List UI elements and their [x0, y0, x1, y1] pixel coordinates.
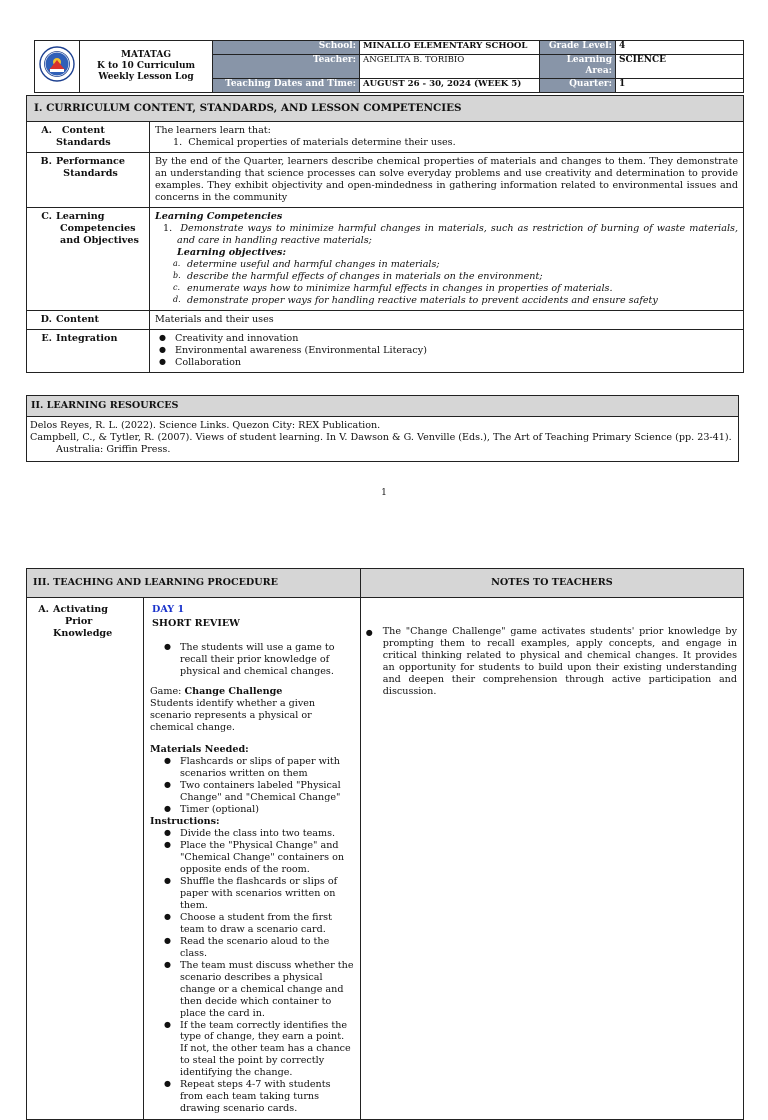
label-line: Learning: [56, 210, 105, 222]
game-title-line: [150, 686, 354, 698]
game-prefix: Game:: [150, 685, 185, 697]
materials-heading: Materials Needed:: [150, 743, 249, 755]
label-line: and Objectives: [60, 234, 139, 246]
activating-prior-knowledge-label: [27, 598, 144, 1120]
material-item: ● Timer (optional): [164, 804, 354, 816]
bullet-icon: ●: [365, 628, 373, 637]
resources-list: [27, 416, 739, 461]
competencies-heading: Learning Competencies: [155, 210, 283, 222]
notes-to-teachers-title: NOTES TO TEACHERS: [360, 569, 743, 598]
competency-number: 1.: [163, 222, 173, 234]
label-line: Prior: [65, 615, 93, 627]
item-text: Chemical properties of materials determine their uses.: [188, 136, 456, 148]
learning-area-value: SCIENCE: [616, 55, 744, 79]
objectives-list: [175, 259, 738, 307]
quarter-label: Quarter:: [540, 78, 616, 92]
teacher-note: The "Change Challenge" game activates students' prior knowledge by prompting them to recall examples, apply concepts, and engage in critical thinking related to physical and chemical changes. It provides an opportunity for students to build upon their existing understanding and deepen their comprehension through active participation and discussion.: [382, 626, 737, 697]
reference-item: Campbell, C., & Tytler, R. (2007). Views of student learning. In V. Dawson & G. Venville (Eds.), The Art of Teaching Primary Science (pp. 23-41). Australia: Griffin Press.: [30, 431, 732, 455]
learning-competencies-label: [27, 207, 150, 310]
reference-item: Delos Reyes, R. L. (2022). Science Links. Quezon City: REX Publication.: [30, 419, 381, 431]
label-line: Content: [61, 125, 105, 136]
objective-text: describe the harmful effects of changes in materials on the environment;: [187, 270, 543, 282]
objective-text: determine useful and harmful changes in materials;: [187, 258, 440, 270]
intro-bullet: ● The students will use a game to recall their prior knowledge of physical and chemical changes.: [164, 642, 354, 678]
integration-value: [150, 329, 744, 372]
learning-competencies-value: [150, 207, 744, 310]
instruction-item: ● Repeat steps 4-7 with students from each team taking turns drawing scenario cards.: [164, 1079, 354, 1115]
page-number: 1: [381, 488, 387, 498]
teaching-dates-value: AUGUST 26 - 30, 2024 (WEEK 5): [360, 78, 540, 92]
school-value: MINALLO ELEMENTARY SCHOOL: [360, 41, 540, 55]
objectives-heading: Learning objectives:: [177, 246, 286, 258]
learning-resources-section: [26, 395, 739, 462]
objective-item: [175, 259, 738, 271]
instruction-item: ● Divide the class into two teams.: [164, 828, 354, 840]
instruction-item: ● Read the scenario aloud to the class.: [164, 936, 354, 960]
objective-mark: d.: [173, 294, 181, 304]
content-value: Materials and their uses: [150, 310, 744, 329]
section-3-title: III. TEACHING AND LEARNING PROCEDURE: [27, 569, 361, 598]
objective-mark: b.: [173, 270, 181, 280]
integration-item: ● Collaboration: [159, 357, 738, 369]
game-description: Students identify whether a given scenario represents a physical or chemical change.: [150, 697, 316, 733]
grade-level-label: Grade Level:: [540, 41, 616, 55]
row-letter: A.: [38, 604, 49, 615]
label-line: Content: [56, 313, 99, 325]
item-number: 1.: [173, 136, 183, 148]
instruction-item: ● Shuffle the flashcards or slips of paper with scenarios written on them.: [164, 876, 354, 912]
notes-to-teachers-content: [360, 598, 743, 1120]
title-line-3: Weekly Lesson Log: [98, 71, 194, 82]
performance-standards-value: By the end of the Quarter, learners describe chemical properties of materials and changes to them. They demonstrate an understanding that science processes can solve everyday problems and use creativity and determination to provide examples. They exhibit objectivity and open-mindedness in gathering information related to environmental issues and concerns in the community: [150, 152, 744, 207]
row-letter: E.: [41, 332, 52, 344]
deped-seal-cell: [35, 41, 80, 93]
materials-list: [164, 756, 354, 816]
grade-level-value: 4: [616, 41, 744, 55]
section-1-title: I. CURRICULUM CONTENT, STANDARDS, AND LESSON COMPETENCIES: [27, 96, 744, 122]
header-table: [34, 40, 744, 93]
curriculum-section: [26, 95, 744, 373]
objective-item: [175, 271, 738, 283]
content-standards-item: [155, 137, 738, 149]
instructions-list: [164, 828, 354, 1116]
content-standards-intro: The learners learn that:: [155, 125, 271, 136]
school-label: School:: [213, 41, 360, 55]
short-review-heading: SHORT REVIEW: [152, 617, 240, 629]
competency-item: [155, 223, 738, 247]
section-2-title: II. LEARNING RESOURCES: [27, 396, 739, 417]
label-line: Performance: [56, 155, 125, 167]
label-line: Integration: [56, 332, 118, 344]
deped-seal-icon: [39, 46, 75, 82]
instruction-item: ● Choose a student from the first team to draw a scenario card.: [164, 912, 354, 936]
label-line: Activating: [53, 604, 108, 615]
material-item: ● Two containers labeled "Physical Change" and "Chemical Change": [164, 780, 354, 804]
instruction-item: ● If the team correctly identifies the type of change, they earn a point. If not, the other team has a chance to steal the point by correctly identifying the change.: [164, 1020, 354, 1080]
label-line: Standards: [56, 136, 111, 148]
title-line-1: MATATAG: [120, 49, 172, 60]
objective-item: [175, 295, 738, 307]
teaching-dates-label: Teaching Dates and Time:: [213, 78, 360, 92]
teacher-value: ANGELITA B. TORIBIO: [360, 55, 540, 79]
instruction-item: ● Place the "Physical Change" and "Chemical Change" containers on opposite ends of the room.: [164, 840, 354, 876]
row-letter: B.: [40, 155, 52, 167]
integration-label: [27, 329, 150, 372]
row-letter: D.: [40, 313, 52, 325]
instruction-item: ● The team must discuss whether the scenario describes a physical change or a chemical change and then decide which container to place the card in.: [164, 960, 354, 1020]
objective-mark: c.: [173, 282, 181, 292]
row-letter: C.: [41, 210, 52, 222]
label-line: Standards: [63, 167, 118, 179]
lesson-log-title: [80, 41, 213, 93]
teacher-label: Teacher:: [213, 55, 360, 79]
content-label: [27, 310, 150, 329]
teaching-procedure-section: [26, 568, 744, 1120]
row-letter: A.: [41, 125, 52, 136]
activating-prior-knowledge-content: [144, 598, 361, 1120]
learning-area-label: Learning Area:: [540, 55, 616, 79]
material-item: ● Flashcards or slips of paper with scenarios written on them: [164, 756, 354, 780]
label-line: Knowledge: [53, 627, 113, 639]
integration-list: [159, 333, 738, 369]
objective-text: demonstrate proper ways for handling reactive materials to prevent accidents and ensure safety: [187, 294, 658, 306]
content-standards-label: [27, 122, 150, 153]
integration-item: ● Creativity and innovation: [159, 333, 738, 345]
intro-list: [164, 642, 354, 678]
objective-item: [175, 283, 738, 295]
content-standards-value: [150, 122, 744, 153]
instructions-heading: Instructions:: [150, 815, 220, 827]
game-name: Change Challenge: [184, 685, 283, 697]
day-label: DAY 1: [152, 604, 185, 615]
objective-mark: a.: [173, 258, 181, 268]
quarter-value: 1: [616, 78, 744, 92]
label-line: Competencies: [60, 222, 136, 234]
performance-standards-label: [27, 152, 150, 207]
objective-text: enumerate ways how to minimize harmful effects in changes in properties of materials.: [187, 282, 613, 294]
title-line-2: K to 10 Curriculum: [96, 60, 196, 71]
competency-text: Demonstrate ways to minimize harmful changes in materials, such as restriction of burning of waste materials, and care in handling reactive materials;: [177, 222, 739, 246]
integration-item: ● Environmental awareness (Environmental Literacy): [159, 345, 738, 357]
